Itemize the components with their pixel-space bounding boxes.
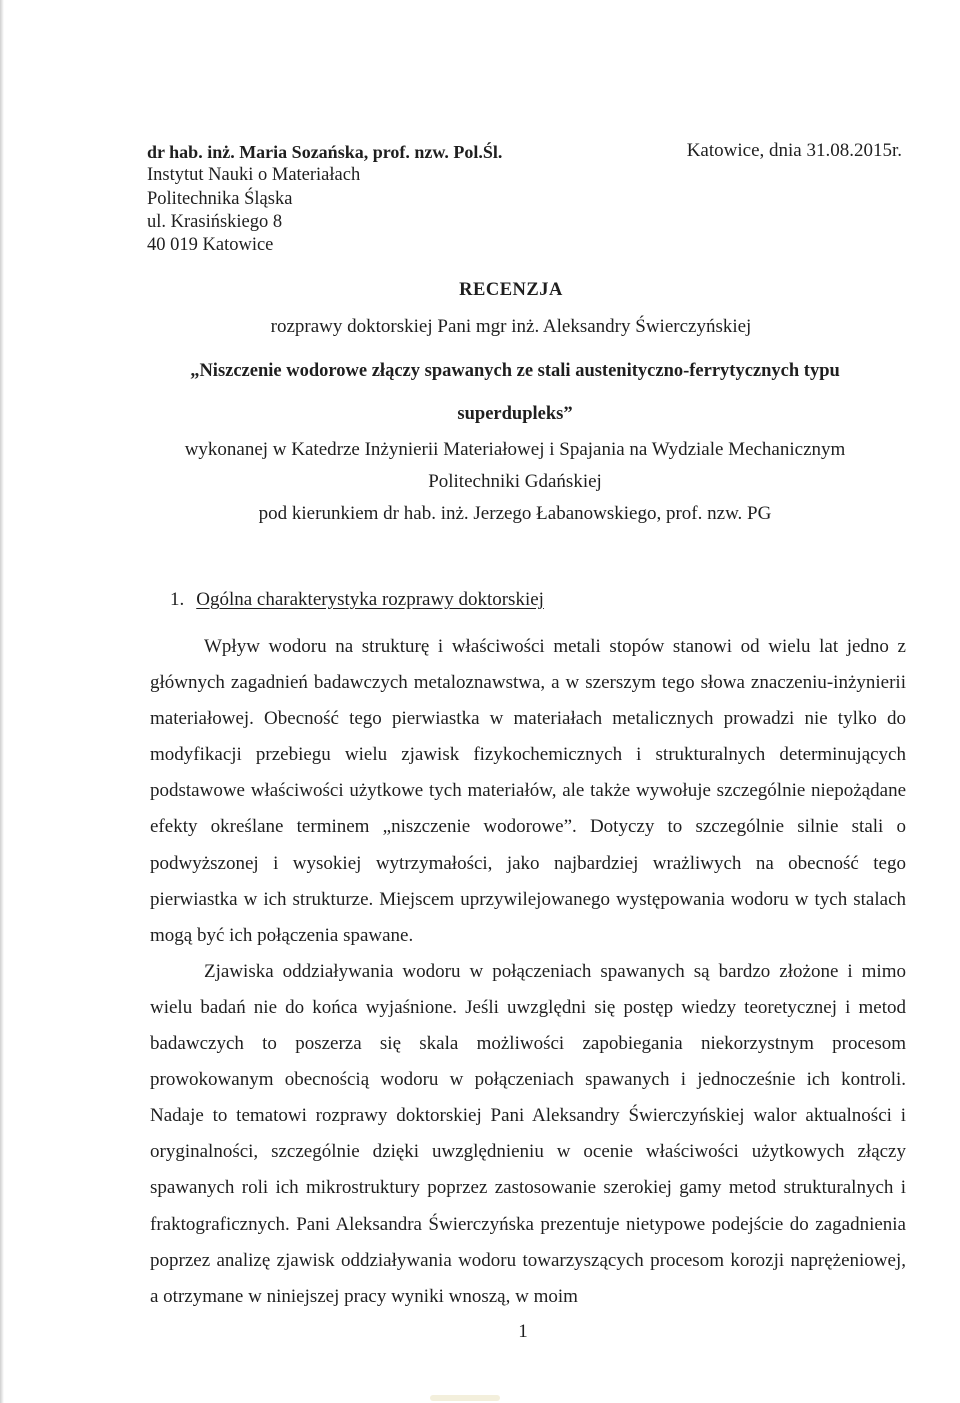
sender-name: dr hab. inż. Maria Sozańska, prof. nzw. Pol.Śl. <box>147 142 503 162</box>
section-body <box>150 629 906 1315</box>
body-paragraph: Zjawiska oddziaływania wodoru w połączeniach spawanych są bardzo złożone i mimo wielu badań nie do końca wyjaśnione. Jeśli uwzględni się postęp wiedzy teoretycznej i metod badawczych to poszerza się skala możliwości zapobiegania niekorzystnym procesom prowokowanym obecnością wodoru w połączeniach spawanych i jednocześnie ich kontroli. Nadaje to tematowi rozprawy doktorskiej Pani Aleksandry Świerczyńskiej walor aktualności i oryginalności, szczególnie dzięki uwzględnieniu w ocenie właściwości użytkowych złączy spawanych roli ich mikrostruktury poprzez zastosowanie szerokiej gamy metod strukturalnych i fraktograficznych. Pani Aleksandra Świerczyńska prezentuje nietypowe podejście do zagadnienia poprzez analizę zjawisk oddziaływania wodoru towarzyszących procesom korozji naprężeniowej, a otrzymane w niniejszej pracy wyniki wnoszą, w moim <box>150 960 906 1307</box>
section-heading <box>170 589 544 611</box>
page-number: 1 <box>518 1321 528 1342</box>
thesis-context <box>150 434 880 530</box>
review-subheading: rozprawy doktorskiej Pani mgr inż. Aleksandry Świerczyńskiej <box>270 316 752 337</box>
thesis-supervisor: pod kierunkiem dr hab. inż. Jerzego Łabanowskiego, prof. nzw. PG <box>258 503 772 524</box>
review-title-block <box>0 278 960 340</box>
section-number: 1. <box>170 589 185 610</box>
document-date: Katowice, dnia 31.08.2015r. <box>686 140 902 161</box>
sender-institute: Instytut Nauki o Materiałach <box>147 165 361 186</box>
section-title: Ogólna charakterystyka rozprawy doktorskiej <box>196 589 544 610</box>
thesis-department: wykonanej w Katedrze Inżynierii Materiałowej i Spajania na Wydziale Mechanicznym Politechniki Gdańskiej <box>184 439 846 492</box>
sender-street: ul. Krasińskiego 8 <box>147 211 283 232</box>
body-paragraph: Wpływ wodoru na strukturę i właściwości metali stopów stanowi od wielu lat jedno z głównych zagadnień badawczych metaloznawstwa, a w szerszym tego słowa znaczeniu-inżynierii materiałowej. Obecność tego pierwiastka w materiałach metalicznych prowadzi nie tylko do modyfikacji przebiegu wielu zjawisk fizykochemicznych i strukturalnych determinujących podstawowe właściwości użytkowe tych materiałów, ale także wywołuje szczególnie niepożądane efekty określane terminem „niszczenie wodorowe”. Dotyczy to szczególnie silnie stali o podwyższonej i wysokiej wytrzymałości, jako najbardziej wrażliwych na obecność tego pierwiastka w ich strukturze. Miejscem uprzywilejowanego występowania wodoru w tych stalach mogą być ich połączenia spawane. <box>150 636 906 946</box>
sender-address-block <box>147 141 627 257</box>
sender-city: 40 019 Katowice <box>147 235 274 256</box>
sender-university: Politechnika Śląska <box>147 188 293 209</box>
thesis-title: „Niszczenie wodorowe złączy spawanych ze stali austenityczno-ferrytycznych typu superdupleks” <box>190 361 840 424</box>
page-edge <box>0 0 4 1403</box>
review-heading: RECENZJA <box>459 280 563 300</box>
scan-artifact <box>430 1395 500 1401</box>
